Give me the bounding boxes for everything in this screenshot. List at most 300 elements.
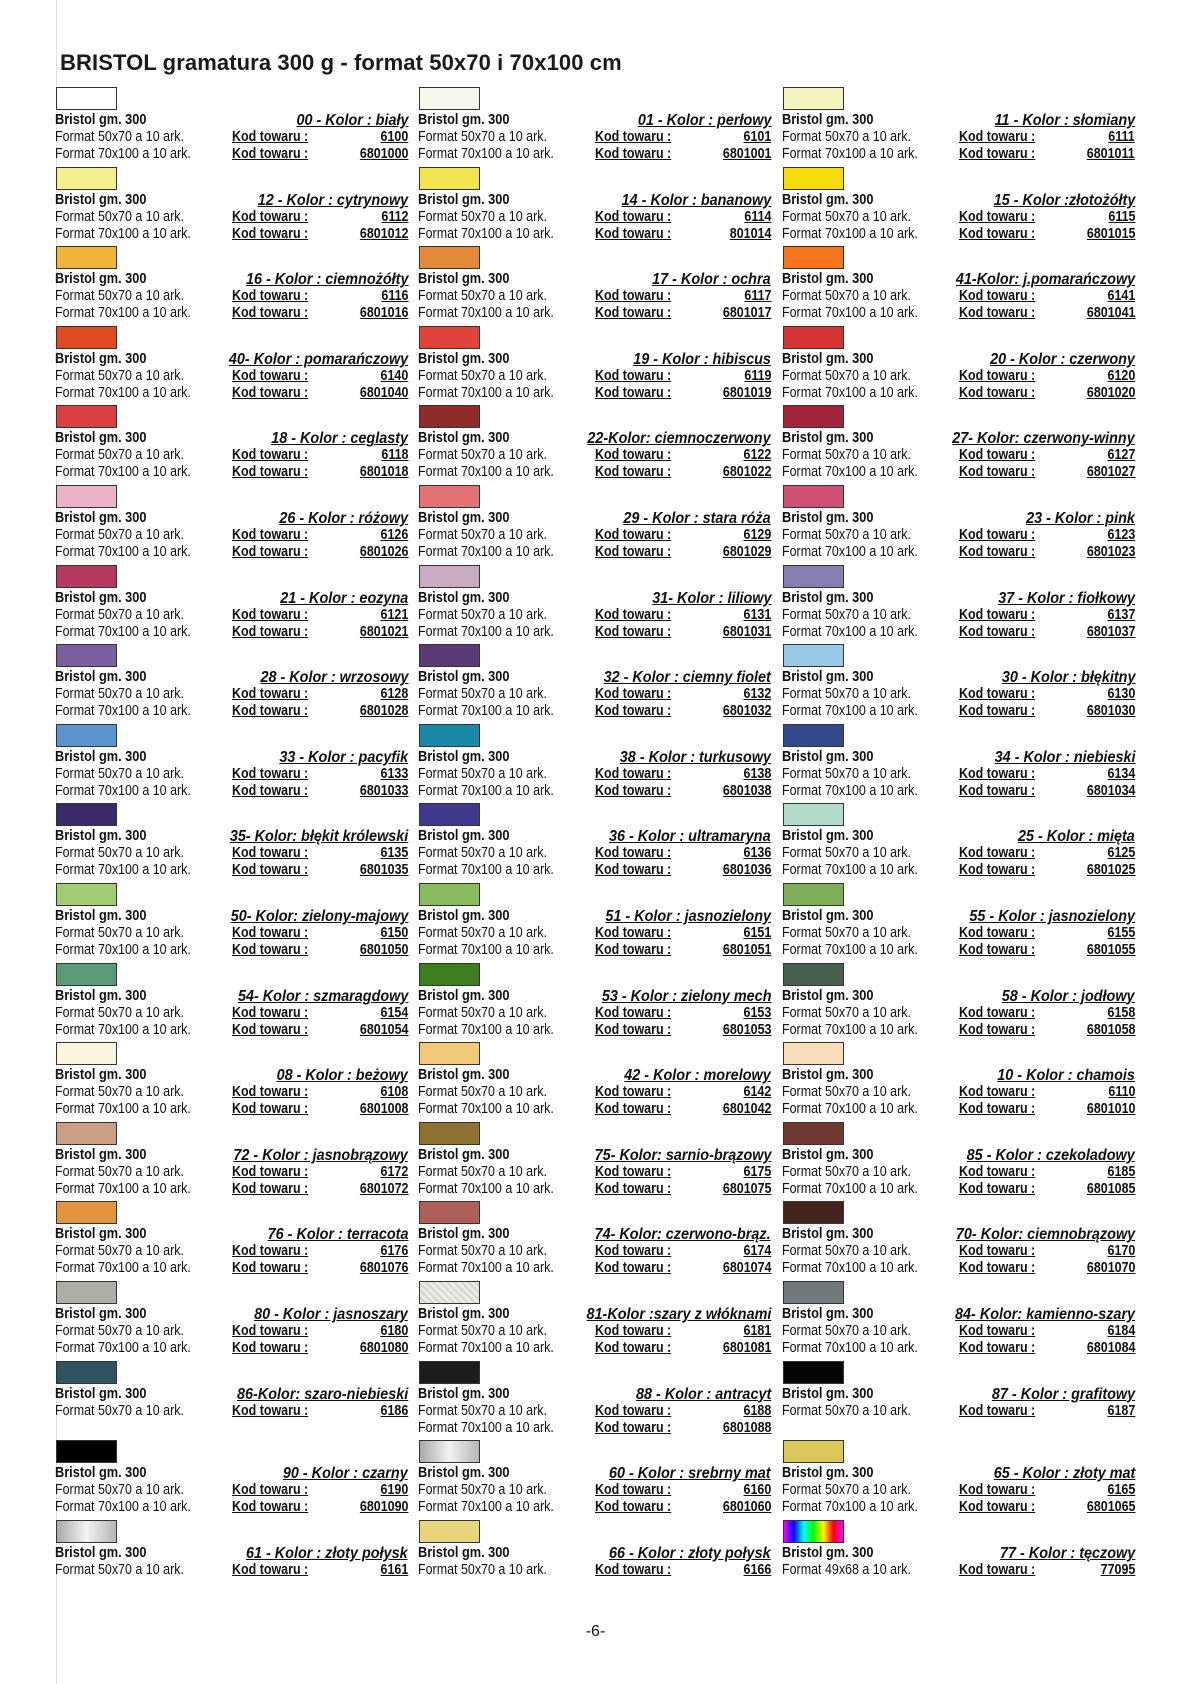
format-line [782,703,1137,720]
product-heading [55,271,410,288]
product-code: 6125 [1107,845,1135,862]
color-swatch [783,1361,844,1384]
product-code-label: Kod towaru : [232,288,309,305]
format-line [418,447,773,464]
format-size: Format 50x70 a 10 ark. [782,606,911,623]
product-code: 6126 [380,526,408,543]
color-name: 65 - Kolor : złoty mat [993,1465,1135,1483]
color-swatch [783,1042,844,1065]
product-code: 6134 [1107,765,1135,782]
format-size: Format 50x70 a 10 ark. [55,367,184,384]
color-swatch [419,1122,480,1145]
product-card [418,1518,773,1597]
product-heading [418,112,773,129]
product-card [782,1120,1137,1199]
product-code: 6130 [1107,686,1135,703]
color-swatch [783,963,844,986]
format-size: Format 70x100 a 10 ark. [418,1101,554,1118]
color-swatch [419,565,480,588]
product-code: 6801088 [722,1419,771,1436]
product-brand: Bristol gm. 300 [782,112,874,128]
color-name: 74- Kolor: czerwono-brąz. [594,1226,771,1244]
format-line [55,1101,410,1118]
format-size: Format 70x100 a 10 ark. [55,862,191,879]
product-code: 6801033 [359,782,408,799]
format-line [55,925,410,942]
product-code-label: Kod towaru : [595,1021,672,1038]
product-code-label: Kod towaru : [959,606,1036,623]
color-name: 31- Kolor : liliowy [651,589,771,607]
product-brand: Bristol gm. 300 [782,1226,874,1243]
format-size: Format 50x70 a 10 ark. [782,1243,911,1260]
color-name: 85 - Kolor : czekoladowy [966,1146,1135,1164]
format-size: Format 50x70 a 10 ark. [55,1561,184,1578]
format-line [418,1022,773,1039]
color-swatch [419,1201,480,1224]
format-size: Format 70x100 a 10 ark. [55,1499,191,1516]
color-swatch [419,167,480,190]
color-name: 90 - Kolor : czarny [283,1465,408,1483]
format-line [55,942,410,959]
format-line [55,703,410,720]
product-heading [55,1386,410,1403]
product-code: 6801035 [359,862,408,879]
format-line [418,1340,773,1357]
product-row [55,1438,1145,1518]
product-code: 6801020 [1086,384,1135,401]
product-code-label: Kod towaru : [959,1180,1036,1197]
product-heading [55,1306,410,1323]
format-line [782,607,1137,624]
product-code-label: Kod towaru : [595,1243,672,1260]
product-heading [55,749,410,766]
format-size: Format 70x100 a 10 ark. [418,1419,554,1436]
format-size: Format 50x70 a 10 ark. [418,1084,547,1101]
format-line [418,783,773,800]
product-code: 6151 [743,924,771,941]
format-size: Format 70x100 a 10 ark. [55,782,191,799]
format-line [55,1260,410,1277]
color-swatch [56,1122,117,1145]
format-line [782,1260,1137,1277]
format-size: Format 70x100 a 10 ark. [55,464,191,481]
product-heading [782,988,1137,1005]
product-card [782,165,1137,244]
color-name: 36 - Kolor : ultramaryna [609,828,771,846]
product-brand: Bristol gm. 300 [418,1465,510,1482]
product-code-label: Kod towaru : [232,1402,309,1419]
product-code: 6801010 [1086,1101,1135,1118]
format-line [55,783,410,800]
product-code-label: Kod towaru : [959,765,1036,782]
color-swatch [56,1361,117,1384]
product-brand: Bristol gm. 300 [55,271,147,288]
product-code: 6123 [1107,526,1135,543]
product-brand: Bristol gm. 300 [418,1544,510,1561]
format-line [782,624,1137,641]
product-code: 6801037 [1086,623,1135,640]
product-code: 6129 [743,526,771,543]
format-line [418,146,773,163]
format-line [55,1022,410,1039]
format-size: Format 50x70 a 10 ark. [418,129,547,145]
product-heading [418,1147,773,1164]
color-name: 20 - Kolor : czerwony [990,350,1135,368]
product-row [55,483,1145,563]
product-code: 6801031 [722,623,771,640]
color-name: 15 - Kolor :złotożółty [993,191,1135,209]
product-card [782,1279,1137,1358]
format-size: Format 70x100 a 10 ark. [418,703,554,720]
product-card [55,85,410,164]
color-swatch [783,167,844,190]
product-code: 6801074 [722,1260,771,1277]
product-row [55,642,1145,722]
product-brand: Bristol gm. 300 [418,509,510,526]
format-size: Format 50x70 a 10 ark. [418,765,547,782]
color-swatch [419,326,480,349]
format-size: Format 70x100 a 10 ark. [418,1021,554,1038]
format-size: Format 50x70 a 10 ark. [782,447,911,464]
product-code: 6111 [1108,129,1135,145]
product-code-label: Kod towaru : [959,146,1036,162]
product-code: 6172 [380,1163,408,1180]
product-heading [418,271,773,288]
product-brand: Bristol gm. 300 [55,1146,147,1163]
product-code: 6801051 [722,941,771,958]
format-size: Format 50x70 a 10 ark. [418,1482,547,1499]
product-code: 6801032 [722,703,771,720]
product-row [55,244,1145,324]
format-line [418,1084,773,1101]
format-size: Format 50x70 a 10 ark. [782,1482,911,1499]
color-swatch [419,1520,480,1543]
product-code-label: Kod towaru : [595,1180,672,1197]
color-name: 30 - Kolor : błękitny [1001,669,1135,687]
product-code: 6801042 [722,1101,771,1118]
color-swatch [783,565,844,588]
product-code-label: Kod towaru : [595,543,672,560]
product-card [782,244,1137,323]
product-code: 6801065 [1086,1499,1135,1516]
format-line [418,1181,773,1198]
color-name: 66 - Kolor : złoty połysk [609,1544,771,1562]
product-brand: Bristol gm. 300 [418,430,510,447]
product-card [55,1040,410,1119]
color-name: 27- Kolor: czerwony-winny [952,430,1135,448]
format-line [55,686,410,703]
product-row [55,801,1145,881]
product-card [418,244,773,323]
format-size: Format 70x100 a 10 ark. [782,1021,918,1038]
product-card [418,801,773,880]
product-code-label: Kod towaru : [595,367,672,384]
product-code: 6150 [380,924,408,941]
color-swatch [783,1520,844,1543]
format-line [418,385,773,402]
color-name: 41-Kolor: j.pomarańczowy [955,271,1135,289]
format-size: Format 70x100 a 10 ark. [418,146,554,162]
color-swatch [783,1281,844,1304]
color-swatch [783,1201,844,1224]
format-line [782,1323,1137,1340]
product-code-label: Kod towaru : [595,1260,672,1277]
format-size: Format 50x70 a 10 ark. [418,686,547,703]
format-size: Format 50x70 a 10 ark. [782,367,911,384]
format-size: Format 50x70 a 10 ark. [55,129,184,145]
format-size: Format 70x100 a 10 ark. [55,225,191,242]
product-card [782,403,1137,482]
product-brand: Bristol gm. 300 [782,509,874,526]
product-card [55,563,410,642]
product-code: 6801053 [722,1021,771,1038]
format-line [55,1084,410,1101]
format-size: Format 50x70 a 10 ark. [418,924,547,941]
product-row [55,563,1145,643]
format-line [418,305,773,322]
color-swatch [783,644,844,667]
product-brand: Bristol gm. 300 [782,271,874,288]
product-code: 6141 [1107,288,1135,305]
product-code-label: Kod towaru : [595,845,672,862]
format-size: Format 70x100 a 10 ark. [55,1180,191,1197]
format-line [418,686,773,703]
product-brand: Bristol gm. 300 [418,112,510,128]
product-code: 6140 [380,367,408,384]
format-size: Format 70x100 a 10 ark. [782,1339,918,1356]
product-code: 6170 [1107,1243,1135,1260]
product-card [418,722,773,801]
product-code: 6801016 [359,305,408,322]
product-code: 6127 [1107,447,1135,464]
product-code-label: Kod towaru : [595,1084,672,1101]
product-code: 6801023 [1086,543,1135,560]
format-size: Format 50x70 a 10 ark. [418,1163,547,1180]
format-line [782,368,1137,385]
product-row [55,85,1145,165]
format-size: Format 70x100 a 10 ark. [418,862,554,879]
product-heading [55,1147,410,1164]
format-line [55,146,410,163]
product-brand: Bristol gm. 300 [782,1305,874,1322]
format-size: Format 70x100 a 10 ark. [782,862,918,879]
color-name: 61 - Kolor : złoty połysk [246,1544,408,1562]
format-line [418,942,773,959]
product-heading [418,1386,773,1403]
product-brand: Bristol gm. 300 [55,1385,147,1402]
format-line [782,1562,1137,1579]
format-size: Format 70x100 a 10 ark. [418,1180,554,1197]
product-brand: Bristol gm. 300 [782,589,874,606]
format-size: Format 50x70 a 10 ark. [782,845,911,862]
product-brand: Bristol gm. 300 [782,828,874,845]
format-size: Format 70x100 a 10 ark. [418,941,554,958]
format-size: Format 70x100 a 10 ark. [418,1339,554,1356]
product-code-label: Kod towaru : [959,623,1036,640]
product-code-label: Kod towaru : [595,686,672,703]
product-code: 6160 [743,1482,771,1499]
product-brand: Bristol gm. 300 [782,1146,874,1163]
product-brand: Bristol gm. 300 [782,350,874,367]
color-swatch [56,1440,117,1463]
color-name: 72 - Kolor : jasnobrązowy [233,1146,408,1164]
format-size: Format 70x100 a 10 ark. [55,1101,191,1118]
product-code: 6118 [380,447,408,464]
color-swatch [419,87,480,110]
format-size: Format 50x70 a 10 ark. [55,208,184,225]
product-heading [55,669,410,686]
product-code: 6801080 [359,1339,408,1356]
product-code-label: Kod towaru : [232,1260,309,1277]
format-size: Format 50x70 a 10 ark. [782,1163,911,1180]
format-line [55,607,410,624]
product-code-label: Kod towaru : [959,703,1036,720]
product-code: 6174 [743,1243,771,1260]
format-size: Format 50x70 a 10 ark. [782,686,911,703]
color-swatch [783,246,844,269]
product-code: 6801036 [722,862,771,879]
color-swatch [56,724,117,747]
product-code: 6101 [743,129,771,145]
format-line [418,624,773,641]
format-line [782,766,1137,783]
product-heading [782,112,1137,129]
product-card [782,1359,1137,1438]
format-size: Format 50x70 a 10 ark. [418,367,547,384]
product-heading [782,1147,1137,1164]
format-line [782,1403,1137,1420]
product-code: 6121 [380,606,408,623]
format-line [782,925,1137,942]
product-card [418,563,773,642]
product-code-label: Kod towaru : [959,1322,1036,1339]
color-swatch [56,485,117,508]
product-heading [55,430,410,447]
product-code-label: Kod towaru : [232,782,309,799]
product-card [418,642,773,721]
format-size: Format 70x100 a 10 ark. [782,146,918,162]
product-card [55,1518,410,1597]
color-name: 87 - Kolor : grafitowy [991,1385,1135,1403]
format-line [418,1005,773,1022]
product-heading [418,1226,773,1243]
format-size: Format 50x70 a 10 ark. [418,1402,547,1419]
product-brand: Bristol gm. 300 [418,589,510,606]
product-card [55,1199,410,1278]
product-brand: Bristol gm. 300 [418,1385,510,1402]
color-swatch [419,1440,480,1463]
product-code: 6801038 [722,782,771,799]
color-name: 35- Kolor: błękit królewski [229,828,408,846]
format-size: Format 70x100 a 10 ark. [55,1339,191,1356]
product-brand: Bristol gm. 300 [55,1226,147,1243]
color-name: 18 - Kolor : ceglasty [271,430,408,448]
color-name: 60 - Kolor : srebrny mat [609,1465,771,1483]
product-code: 6801019 [722,384,771,401]
product-code-label: Kod towaru : [232,384,309,401]
product-code-label: Kod towaru : [959,543,1036,560]
color-swatch [419,485,480,508]
product-code-label: Kod towaru : [959,1561,1036,1578]
format-line [782,1101,1137,1118]
product-code-label: Kod towaru : [959,782,1036,799]
format-line [418,862,773,879]
product-brand: Bristol gm. 300 [782,1465,874,1482]
format-line [782,862,1137,879]
color-swatch [783,1440,844,1463]
format-size: Format 50x70 a 10 ark. [55,526,184,543]
product-code: 6801040 [359,384,408,401]
product-card [55,403,410,482]
color-name: 81-Kolor :szary z włóknami [586,1305,771,1323]
product-row [55,722,1145,802]
format-line [782,129,1137,146]
format-line [55,368,410,385]
format-size: Format 50x70 a 10 ark. [55,288,184,305]
product-card [55,1120,410,1199]
product-brand: Bristol gm. 300 [55,589,147,606]
product-code-label: Kod towaru : [232,146,309,162]
product-brand: Bristol gm. 300 [55,1544,147,1561]
product-code: 6801084 [1086,1339,1135,1356]
color-swatch [56,883,117,906]
product-code: 6801029 [722,543,771,560]
product-heading [418,669,773,686]
format-size: Format 50x70 a 10 ark. [782,1402,911,1419]
format-line [55,447,410,464]
format-size: Format 70x100 a 10 ark. [782,1260,918,1277]
product-code-label: Kod towaru : [959,1163,1036,1180]
product-code-label: Kod towaru : [959,941,1036,958]
product-card [782,1518,1137,1597]
product-code-label: Kod towaru : [232,305,309,322]
product-code: 6801021 [359,623,408,640]
format-line [782,942,1137,959]
product-heading [782,271,1137,288]
product-code-label: Kod towaru : [959,384,1036,401]
product-brand: Bristol gm. 300 [418,907,510,924]
product-brand: Bristol gm. 300 [782,1067,874,1084]
product-code: 6132 [743,686,771,703]
format-line [418,464,773,481]
color-swatch [419,803,480,826]
product-card [418,881,773,960]
product-card [782,483,1137,562]
color-swatch [56,1042,117,1065]
color-name: 34 - Kolor : niebieski [994,748,1135,766]
format-size: Format 70x100 a 10 ark. [55,1260,191,1277]
color-swatch [56,565,117,588]
product-code-label: Kod towaru : [595,288,672,305]
color-swatch [56,1201,117,1224]
color-swatch [56,644,117,667]
product-card [418,1279,773,1358]
product-code-label: Kod towaru : [595,1499,672,1516]
format-line [55,1482,410,1499]
product-card [55,801,410,880]
color-swatch [419,405,480,428]
format-size: Format 70x100 a 10 ark. [418,782,554,799]
format-line [418,1420,773,1437]
product-code-label: Kod towaru : [232,703,309,720]
product-card [418,961,773,1040]
format-size: Format 70x100 a 10 ark. [782,1101,918,1118]
format-line [55,226,410,243]
product-code: 6112 [380,208,408,225]
format-size: Format 70x100 a 10 ark. [418,1260,554,1277]
color-name: 19 - Kolor : hibiscus [633,350,771,368]
color-name: 58 - Kolor : jodłowy [1002,987,1135,1005]
